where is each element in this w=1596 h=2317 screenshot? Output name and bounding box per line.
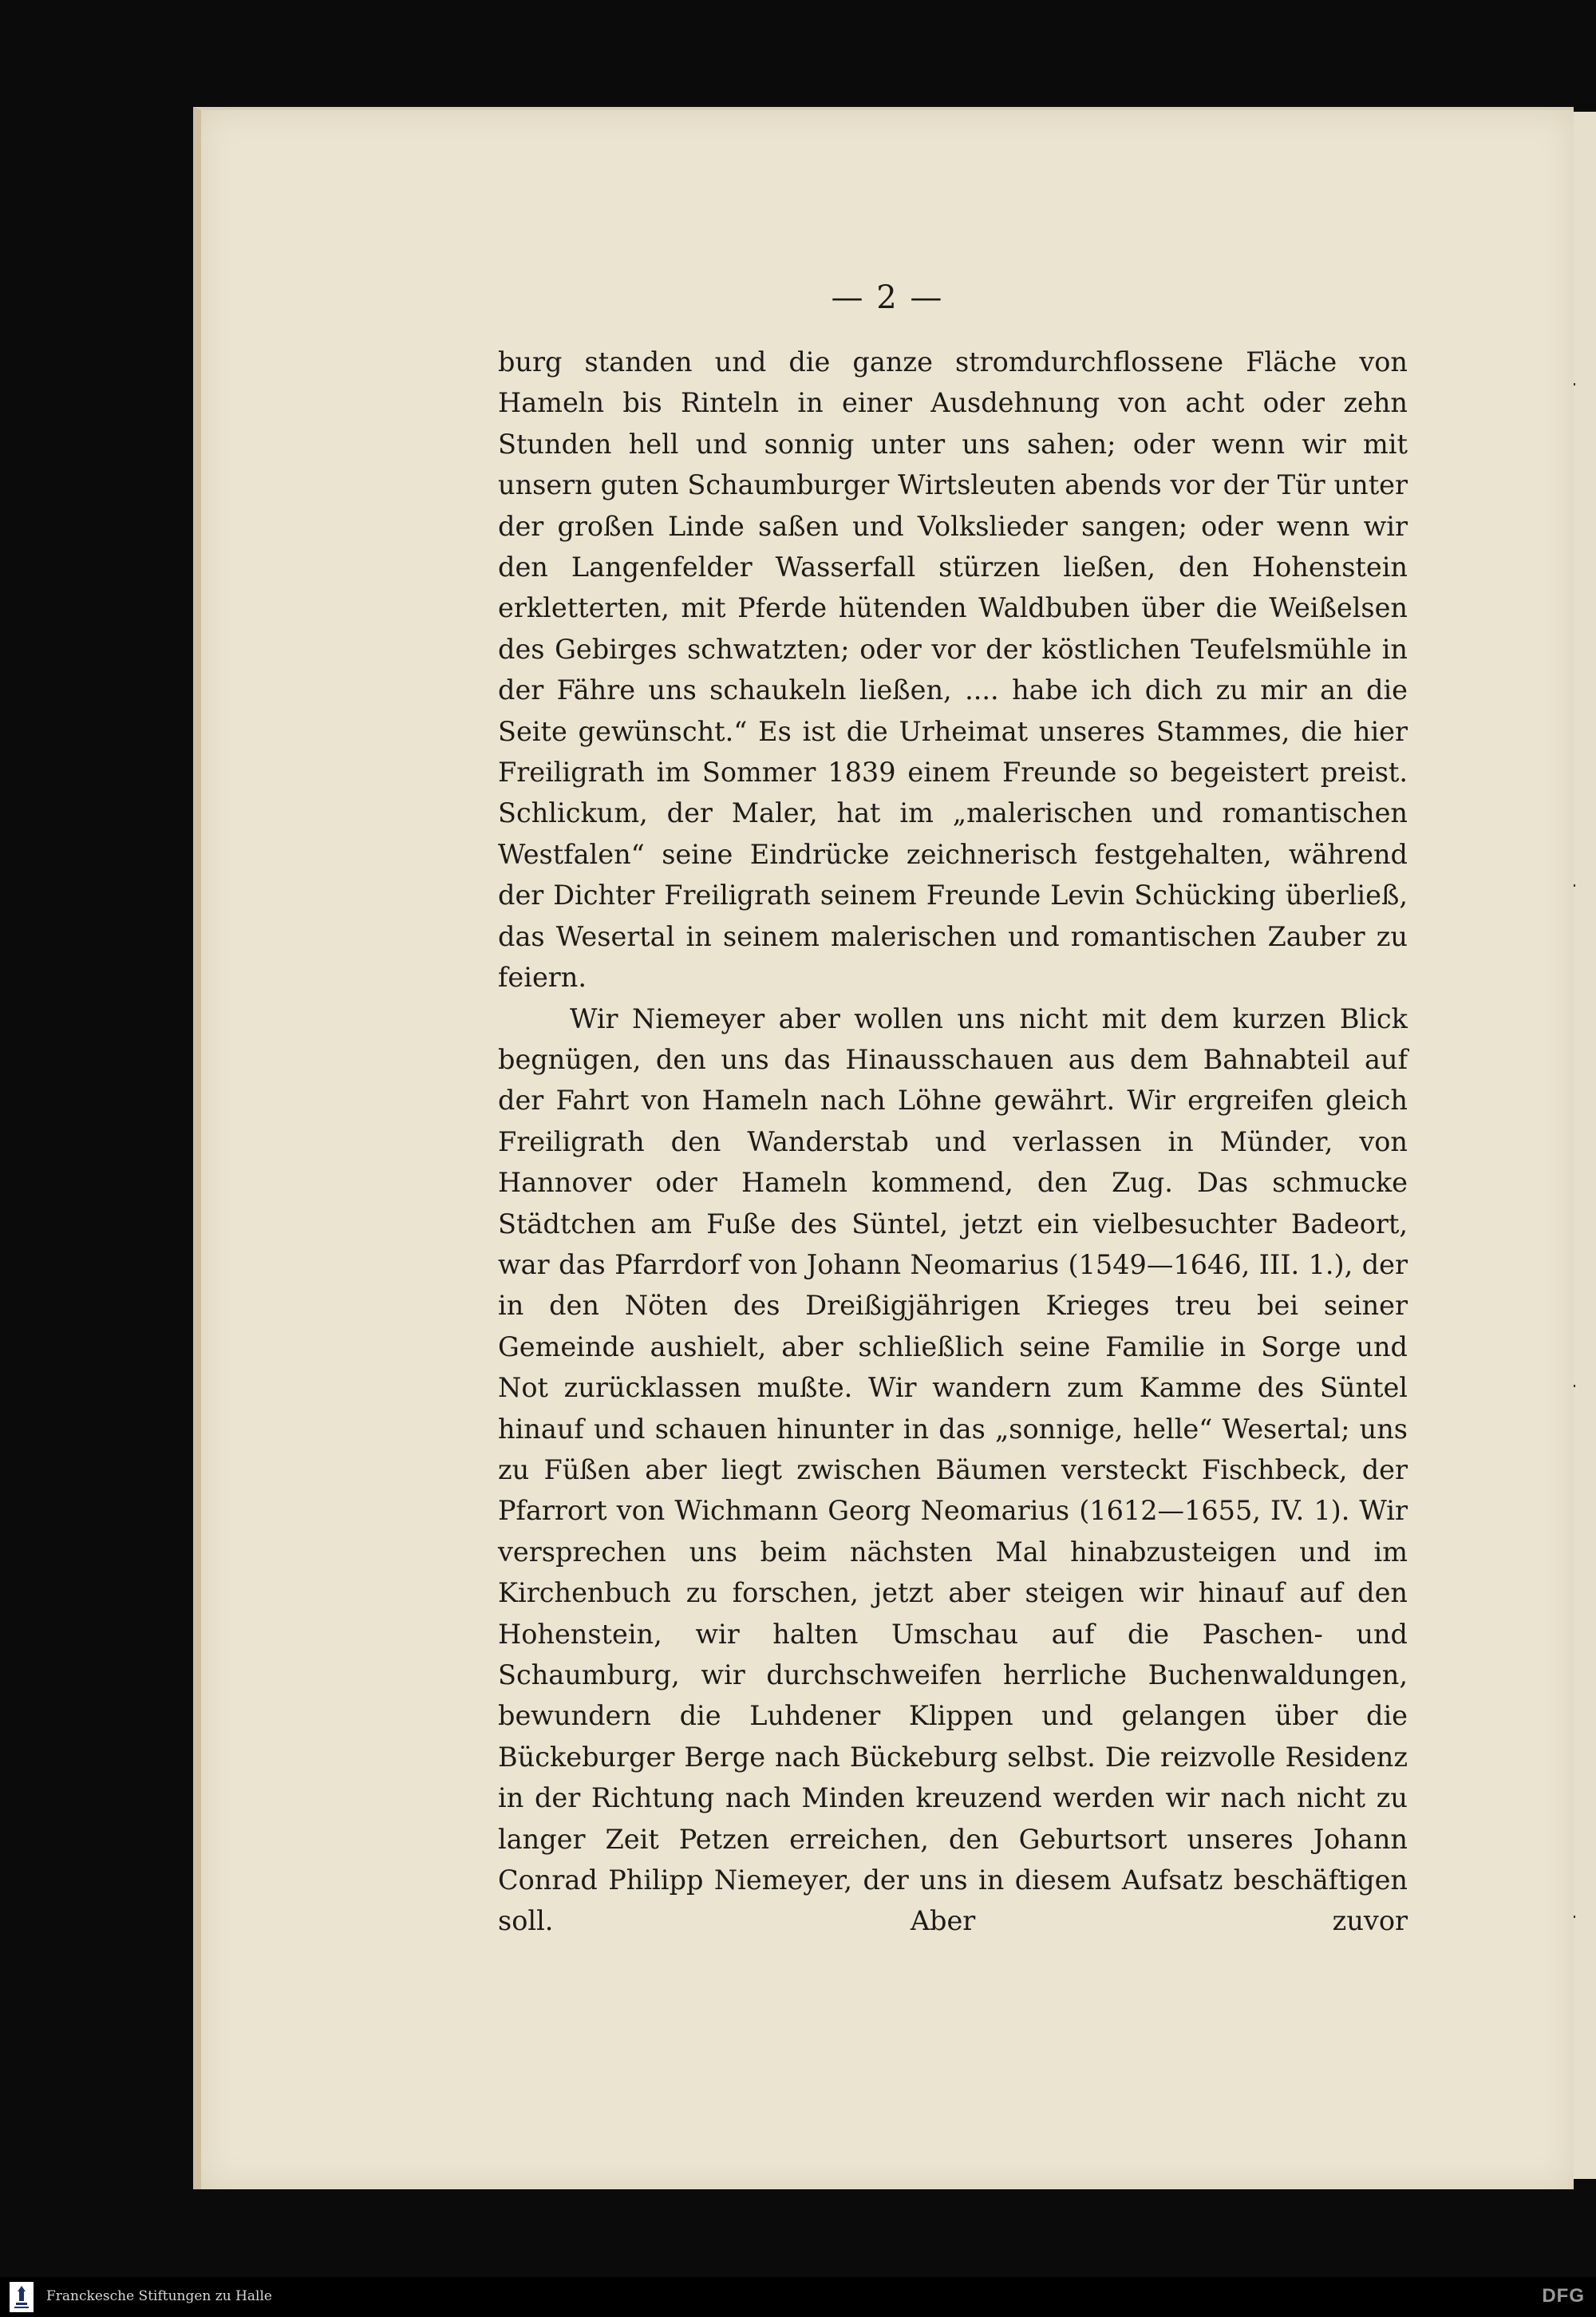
paragraph: burg standen und die ganze stromdurchflossene Fläche von Hameln bis Rinteln in einer Ausdehnung von acht oder zehn Stunden hell und sonnig unter uns sahen; oder wenn wir mit unsern guten Schaumburger Wirtsleuten abends vor der Tür unter der großen Linde saßen und Volkslieder sangen; oder wenn wir den Langenfelder Wasserfall stürzen ließen, den Hohenstein erkletterten, mit Pferde hütenden Waldbuben über die Weißelsen des Gebirges schwatzten; oder vor der köstlichen Teufelsmühle in der Fähre uns schaukeln ließen, .... habe ich dich zu mir an die Seite gewünscht.“ Es ist die Urheimat unseres Stammes, die hier Freiligrath im Sommer 1839 einem Freunde so begeistert preist. Schlickum, der Maler, hat im „malerischen und romantischen Westfalen“ seine Eindrücke zeichnerisch festgehalten, während der Dichter Freiligrath seinem Freunde Levin Schücking überließ, das Wesertal in seinem malerischen und romantischen Zauber zu feiern. (498, 346, 1408, 994)
dfg-logo: DFG (1542, 2285, 1585, 2307)
body-text (498, 342, 1408, 1942)
institution-name: Franckesche Stiftungen zu Halle (46, 2288, 272, 2304)
institution-logo-icon (10, 2282, 34, 2312)
page-number: — 2 — (831, 279, 944, 316)
viewer-footer (0, 2277, 1596, 2317)
paragraph: Wir Niemeyer aber wollen uns nicht mit dem kurzen Blick begnügen, den uns das Hinausschauen aus dem Bahnabteil auf der Fahrt von Hameln nach Löhne gewährt. Wir ergreifen gleich Freiligrath den Wanderstab und verlassen in Münder, von Hannover oder Hameln kommend, den Zug. Das schmucke Städtchen am Fuße des Süntel, jetzt ein vielbesuchter Badeort, war das Pfarrdorf von Johann Neomarius (1549—1646, III. 1.), der in den Nöten des Dreißigjährigen Krieges treu bei seiner Gemeinde aushielt, aber schließlich seine Familie in Sorge und Not zurücklassen mußte. Wir wandern zum Kamme des Süntel hinauf und schauen hinunter in das „sonnige, helle“ Wesertal; uns zu Füßen aber liegt zwischen Bäumen versteckt Fischbeck, der Pfarrort von Wichmann Georg Neomarius (1612—1655, IV. 1). Wir versprechen uns beim nächsten Mal hinabzusteigen und im Kirchenbuch zu forschen, jetzt aber steigen wir hinauf auf den Hohenstein, wir halten Umschau auf die Paschen- und Schaumburg, wir durchschweifen herrliche Buchenwaldungen, bewundern die Luhdener Klippen und gelangen über die Bückeburger Berge nach Bückeburg selbst. Die reizvolle Residenz in der Richtung nach Minden kreuzend werden wir nach nicht zu langer Zeit Petzen erreichen, den Geburtsort unseres Johann Conrad Philipp Niemeyer, der uns in diesem Aufsatz beschäftigen soll. Aber zuvor (498, 1002, 1408, 1937)
book-page (193, 107, 1574, 2189)
